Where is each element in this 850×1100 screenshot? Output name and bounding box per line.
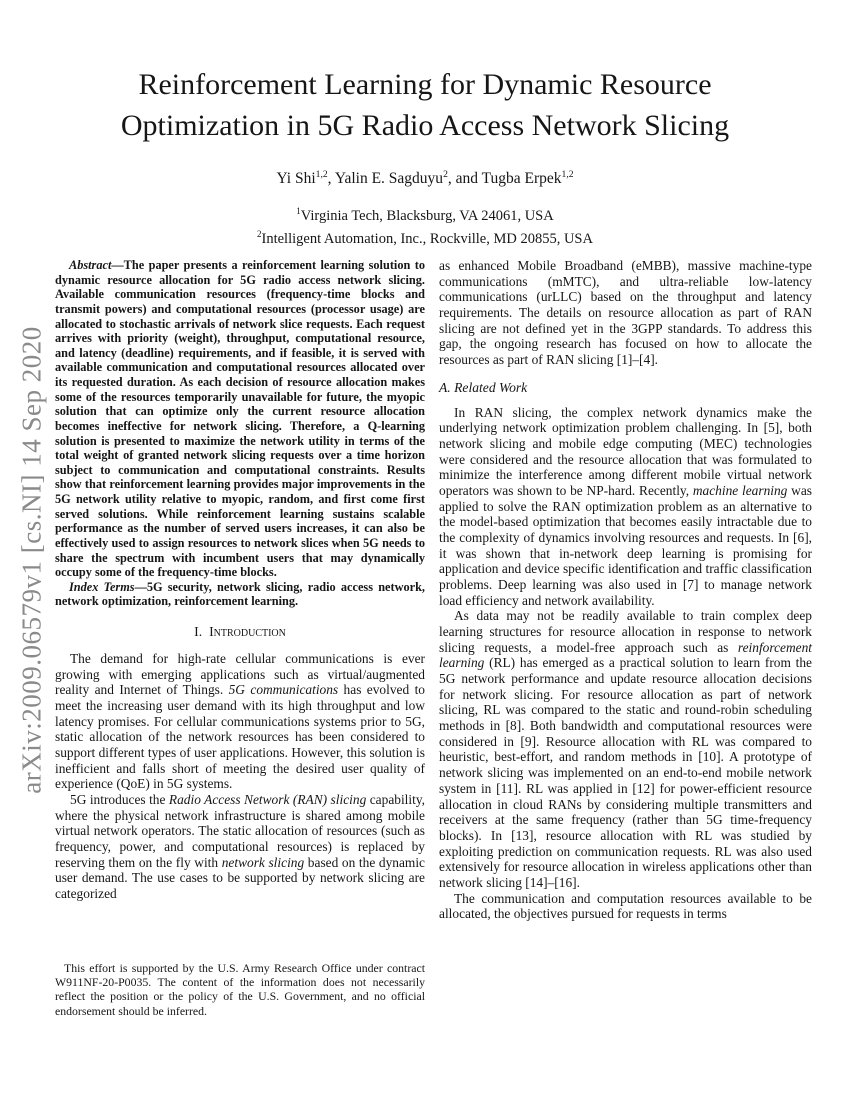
affiliation-2: $^2$Intelligent Automation, Inc., Rockville, MD 20855, USA bbox=[257, 229, 593, 247]
arxiv-watermark: arXiv:2009.06579v1 [cs.NI] 14 Sep 2020 bbox=[16, 326, 47, 794]
intro-paragraph-1: The demand for high-rate cellular communications is ever growing with emerging applications such as virtual/augmented reality and Internet of Things. 5G communications has evolved to meet the increasing user demand with its high throughput and low latency promises. For cellular communications systems prior to 5G, static allocation of the network resources has been considered to support different types of user applications. However, this solution is inefficient and falls short of meeting the desired user quality of experience (QoE) in 5G systems. bbox=[55, 651, 425, 792]
left-column bbox=[55, 258, 425, 1018]
support-footnote: This effort is supported by the U.S. Army Research Office under contract W911NF-20-P0035. The content of the information does not necessarily reflect the position or the policy of the U.S. Government, and no official endorsement should be inferred. bbox=[55, 960, 425, 1018]
authors-line: Yi Shi$^{1,2}$, Yalin E. Sagduyu$^2$, and Tugba Erpek$^{1,2}$ bbox=[276, 168, 574, 187]
affiliation-1: $^1$Virginia Tech, Blacksburg, VA 24061, USA bbox=[296, 205, 554, 224]
related-work-paragraph-2: As data may not be readily available to train complex deep learning structures for resource allocation in response to network slicing requests, a model-free approach such as reinforcement learning (RL) has emerged as a practical solution to learn from the 5G network performance and update resource allocation decisions for network slicing. For resource allocation as part of network slicing, RL was compared to the static and round-robin scheduling methods in [8]. Both bandwidth and computational resources were considered in [9]. Resource allocation with RL was compared to heuristic, best-effort, and random methods in [10]. A prototype of network slicing was implemented on an end-to-end mobile network system in [11]. RL was applied in [12] for power-efficient resource allocation in cloud RANs by considering multiple transmitters and receivers at the same frequency (rather than 5G time-frequency blocks). In [13], resource allocation with RL was studied by exploiting prediction on communication requests. RL was also used extensively for resource allocation in wireless applications other than network slicing [14]–[16]. bbox=[439, 608, 812, 890]
index-terms-paragraph: Index Terms—5G security, network slicing, radio access network, network optimization, reinforcement learning. bbox=[55, 579, 425, 609]
related-work-paragraph-1: In RAN slicing, the complex network dynamics make the underlying network optimization problem challenging. In [5], both network slicing and mobile edge computing (MEC) technologies were considered and the resource allocation that was formulated to minimize the interference among different mobile virtual network operators was shown to be NP-hard. Recently, machine learning was applied to solve the RAN optimization problem as an alternative to the model-based optimization that becomes easily intractable due to the complexity of dynamics involving resources and requests. In [6], it was shown that in-network deep learning is promising for application and device specific identification and traffic classification problems. Deep learning was also used in [7] to manage network load efficiency and network availability. bbox=[439, 404, 812, 608]
intro-paragraph-2: 5G introduces the Radio Access Network (RAN) slicing capability, where the physical network infrastructure is shared among mobile virtual network operators. The static allocation of resources (such as frequency, power, and computational resources) is replaced by reserving them on the fly with network slicing based on the dynamic user demand. The use cases to be supported by network slicing are categorized bbox=[55, 792, 426, 902]
paper-title: Reinforcement Learning for Dynamic Resource Optimization in 5G Radio Access Network Slicing bbox=[120, 68, 730, 143]
abstract-paragraph: Abstract—The paper presents a reinforcement learning solution to dynamic resource allocation for 5G radio access network slicing. Available communication resources (frequency-time blocks and transmit powers) and computational resources (processor usage) are allocated to stochastic arrivals of network slice requests. Each request arrives with priority (weight), throughput, computational resource, and latency (deadline) requirements, and if feasible, it is served with available communication and computational resources allocated over its requested duration. As each decision of resource allocation makes some of the resources temporarily unavailable for future, the myopic solution that can optimize only the current resource allocation becomes ineffective for network slicing. Therefore, a Q-learning solution is presented to maximize the network utility in terms of the total weight of granted network slicing requests over a time horizon subject to communication and computational constraints. Results show that reinforcement learning provides major improvements in the 5G network utility relative to myopic, random, and first come first served solutions. While reinforcement learning sustains scalable performance as the number of served users increases, it can also be effectively used to assign resources to network slices when 5G needs to share the spectrum with incumbent users that may dynamically occupy some of the frequency-time blocks. bbox=[55, 258, 425, 580]
right-column bbox=[439, 258, 812, 1018]
subsection-heading-related-work: A. Related Work bbox=[439, 379, 528, 395]
continuation-paragraph: as enhanced Mobile Broadband (eMBB), massive machine-type communications (mMTC), and ultra-reliable low-latency communications (urLLC) based on the throughput and latency requirements. The details on resource allocation as part of RAN slicing are not defined yet in the 3GPP standards. To address this gap, the ongoing research has focused on how to allocate the resources as part of RAN slicing [1]–[4]. bbox=[439, 258, 812, 368]
affiliations bbox=[0, 205, 850, 251]
section-heading-introduction: I. Introduction bbox=[194, 624, 286, 639]
two-column-body bbox=[55, 258, 812, 1018]
related-work-paragraph-3: The communication and computation resources available to be allocated, the objectives pursued for requests in terms bbox=[439, 890, 812, 922]
